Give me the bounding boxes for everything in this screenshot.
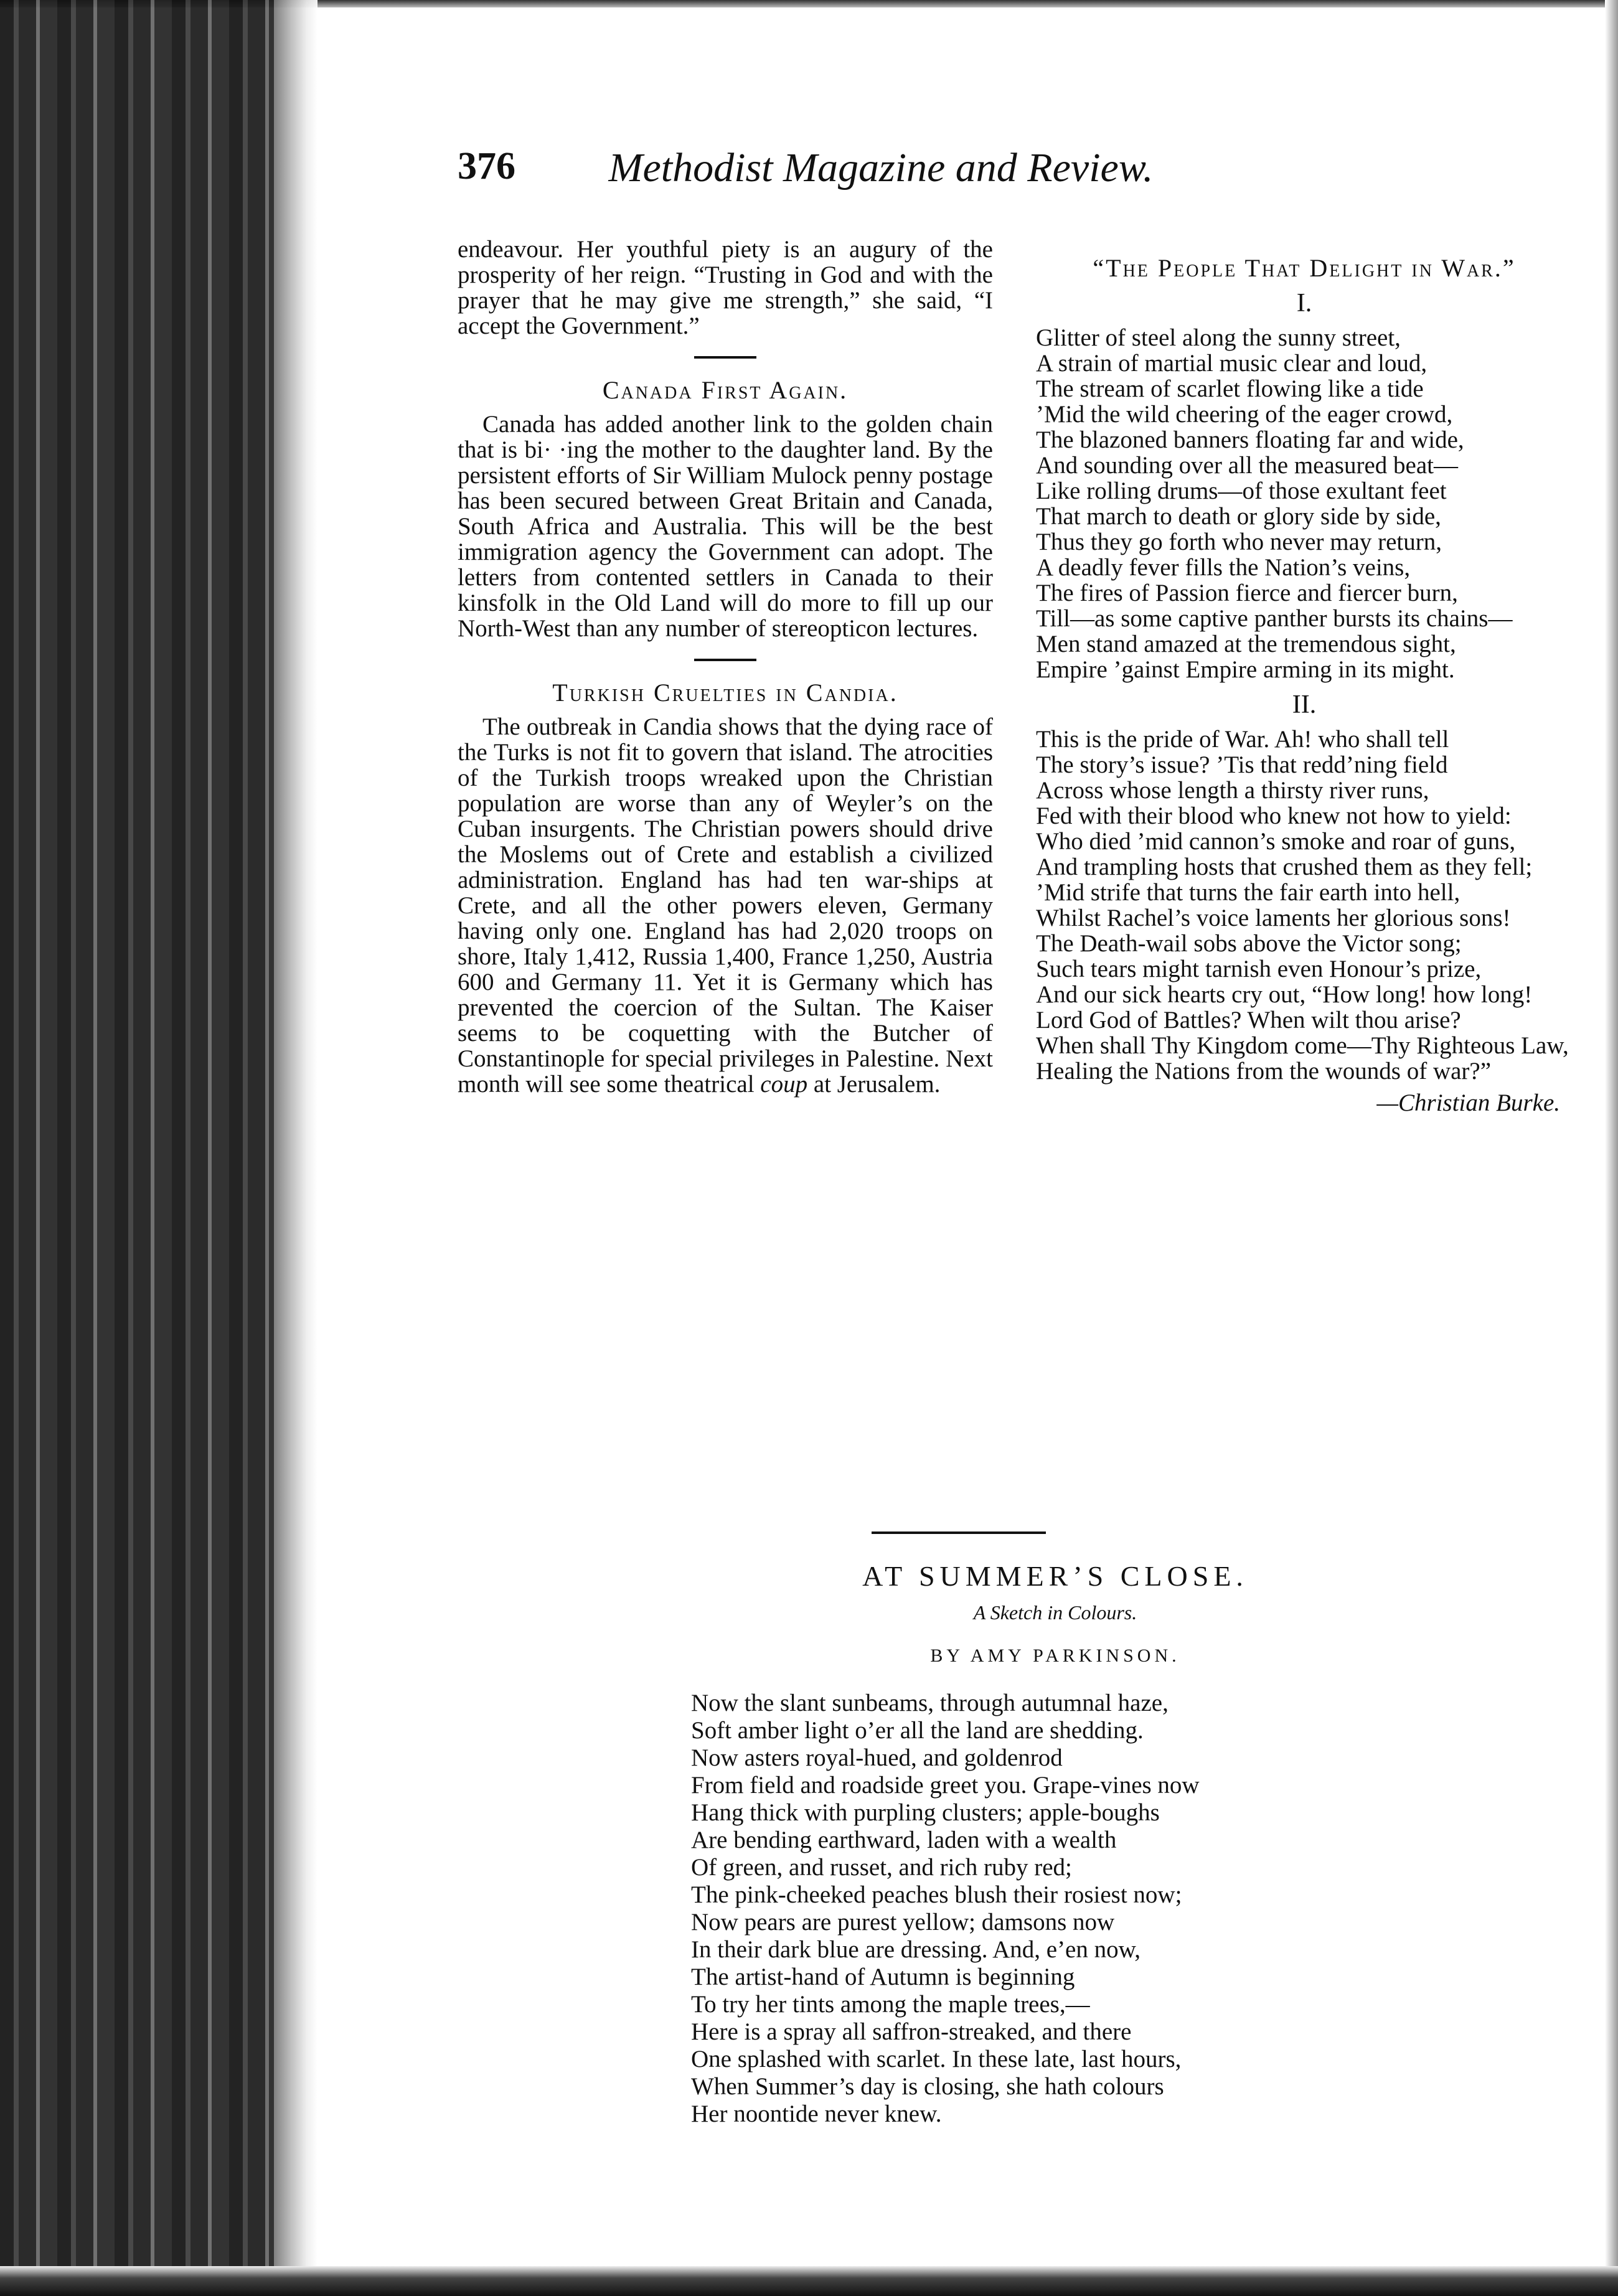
verse-line: Now pears are purest yellow; damsons now [691,1909,1115,1936]
running-header [458,144,1304,200]
verse-line: The Death-wail sobs above the Victor song; [1036,930,1462,957]
verse-line: Here is a spray all saffron-streaked, and there [691,2018,1132,2045]
part-two-stanza [1036,727,1573,1084]
verse-line: Men stand amazed at the tremendous sight, [1036,631,1456,657]
verse-line: In their dark blue are dressing. And, e’en now, [691,1936,1141,1963]
canada-paragraph: Canada has added another link to the golden chain that is bi· ·ing the mother to the daughter land. By the persistent efforts of Sir William Mulock penny postage has been secured between Great Britain and Canada, South Africa and Australia. This will be the best immigration agency the Government can adopt. The letters from contented settlers in Canada to their kinsfolk in the Old Land will do more to fill up our North-West than any number of stereopticon lectures. [458,411,993,642]
turkish-text-end: at Jerusalem. [807,1071,941,1098]
verse-line: A deadly fever fills the Nation’s veins, [1036,554,1411,581]
verse-line: Empire ’gainst Empire arming in its might. [1036,656,1455,683]
verse-line: The pink-cheeked peaches blush their rosiest now; [691,1881,1182,1908]
running-title: Methodist Magazine and Review. [608,145,1154,191]
intro-paragraph: endeavour. Her youthful piety is an augury of the prosperity of her reign. “Trusting in God and with the prayer that he may give me strength,” she said, “I accept the Government.” [458,236,993,339]
verse-line: Her noontide never knew. [691,2101,942,2127]
verse-line: To try her tints among the maple trees,— [691,1991,1090,2018]
verse-line: Till—as some captive panther bursts its chains— [1036,605,1513,632]
verse-line: This is the pride of War. Ah! who shall tell [1036,726,1449,753]
verse-line: Glitter of steel along the sunny street, [1036,324,1401,351]
turkish-paragraph [458,714,993,1097]
turkish-italic: coup [760,1071,808,1098]
verse-line: Fed with their blood who knew not how to yield: [1036,802,1512,829]
summer-poem-subtitle: A Sketch in Colours. [973,1601,1137,1624]
verse-line: Now the slant sunbeams, through autumnal haze, [691,1690,1169,1716]
verse-line: ’Mid strife that turns the fair earth into hell, [1036,879,1460,906]
summer-poem [691,1560,1563,2128]
turkish-heading: Turkish Cruelties in Candia. [552,679,898,707]
page-bottom-edge [0,2266,1618,2296]
verse-line: Soft amber light o’er all the land are shedding. [691,1717,1144,1744]
verse-line: And trampling hosts that crushed them as they fell; [1036,854,1533,880]
verse-line: Are bending earthward, laden with a wealth [691,1827,1117,1853]
article-divider [872,1531,1046,1534]
verse-line: Thus they go forth who never may return, [1036,529,1442,555]
verse-line: Healing the Nations from the wounds of war?” [1036,1058,1492,1084]
part-one-numeral: I. [1296,289,1312,318]
part-one-stanza [1036,325,1573,682]
page-right-edge [1605,0,1618,2296]
war-poem-title: “The People That Delight in War.” [1093,254,1516,282]
verse-line: Across whose length a thirsty river runs, [1036,777,1429,804]
verse-line: When Summer’s day is closing, she hath colours [691,2073,1164,2100]
summer-poem-title: AT SUMMER’S CLOSE. [862,1560,1248,1592]
part-two-numeral: II. [1292,690,1317,719]
canada-heading: Canada First Again. [602,376,849,404]
verse-line: Who died ’mid cannon’s smoke and roar of guns, [1036,828,1516,855]
verse-line: Hang thick with purpling clusters; apple-boughs [691,1799,1160,1826]
verse-line: And our sick hearts cry out, “How long! how long! [1036,981,1533,1008]
verse-line: The story’s issue? ’Tis that redd’ning field [1036,751,1448,778]
verse-line: The fires of Passion fierce and fiercer burn, [1036,580,1458,606]
verse-line: Whilst Rachel’s voice laments her glorious sons! [1036,905,1511,931]
verse-line: Now asters royal-hued, and goldenrod [691,1744,1063,1771]
book-binding-shadow [0,0,274,2296]
verse-line: Of green, and russet, and rich ruby red; [691,1854,1072,1881]
turkish-text: The outbreak in Candia shows that the dying race of the Turks is not fit to govern that island. The atrocities of the Turkish troops wreaked upon the Christian population are worse than any of Weyler’s on the Cuban insurgents. The Christian powers should drive the Moslems out of Crete and establish a civilized administration. England has had ten war-ships at Crete, and all the other powers eleven, Germany having only one. England has had 2,020 troops on shore, Italy 1,412, Russia 1,400, France 1,250, Austria 600 and Germany 11. Yet it is Germany which has prevented the coercion of the Sultan. The Kaiser seems to be coquetting with the Butcher of Constantinople for special privileges in Palestine. Next month will see some theatrical [458,713,993,1098]
verse-line: The artist-hand of Autumn is beginning [691,1964,1075,1990]
section-divider [694,356,756,359]
section-divider [694,659,756,661]
verse-line: Like rolling drums—of those exultant feet [1036,478,1447,504]
verse-line: Such tears might tarnish even Honour’s prize, [1036,956,1482,982]
summer-poem-byline: BY AMY PARKINSON. [930,1645,1180,1666]
verse-line: The stream of scarlet flowing like a tide [1036,375,1424,402]
verse-line: When shall Thy Kingdom come—Thy Righteous Law, [1036,1032,1569,1059]
summer-poem-lines [691,1690,1563,2128]
verse-line: The blazoned banners floating far and wide, [1036,426,1464,453]
verse-line: A strain of martial music clear and loud, [1036,350,1428,377]
verse-line: From field and roadside greet you. Grape-vines now [691,1772,1200,1799]
left-column [458,237,993,1097]
verse-line: Lord God of Battles? When wilt thou arise? [1036,1007,1461,1033]
right-column [1036,255,1573,1116]
verse-line: ’Mid the wild cheering of the eager crowd, [1036,401,1453,428]
verse-line: That march to death or glory side by side, [1036,503,1441,530]
page-number: 376 [458,145,515,187]
poem-signature: —Christian Burke. [1376,1089,1560,1116]
verse-line: One splashed with scarlet. In these late, last hours, [691,2046,1182,2073]
verse-line: And sounding over all the measured beat— [1036,452,1458,479]
